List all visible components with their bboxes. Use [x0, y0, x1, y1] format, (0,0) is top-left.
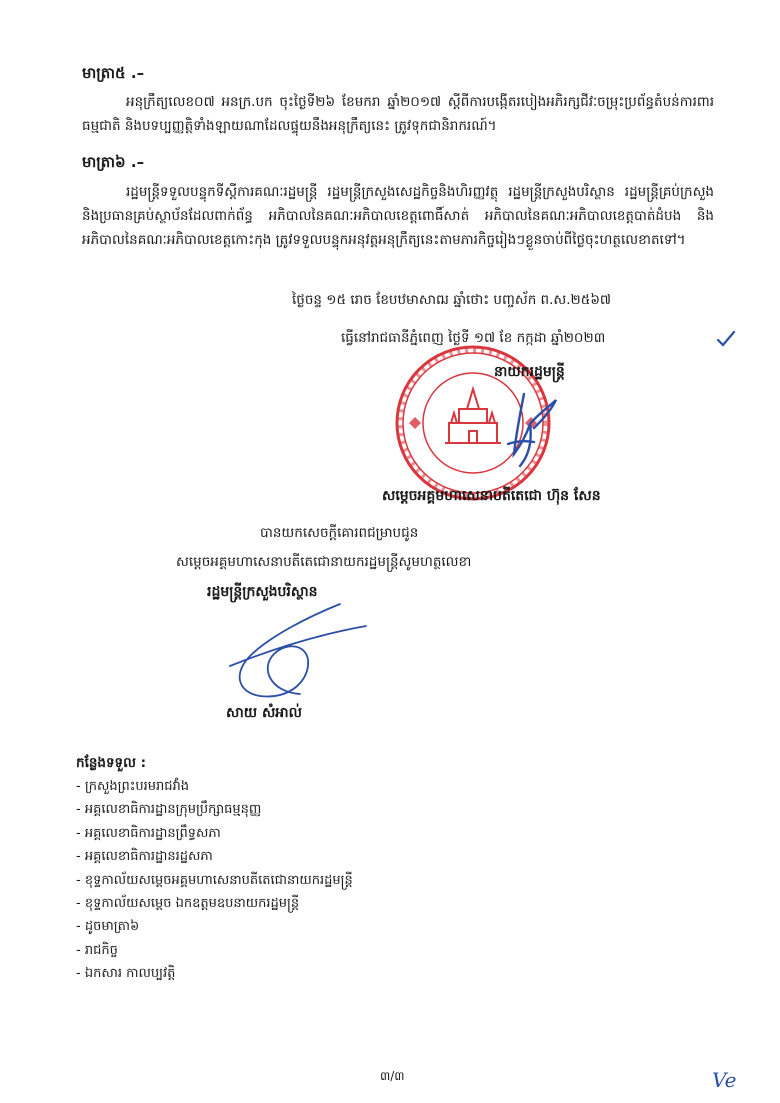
- list-item: - ឯកសារ កាលប្បវត្តិ: [76, 966, 176, 982]
- list-item: - ខុទ្ទកាល័យសម្តេច ឯកឧត្តមឧបនាយករដ្ឋមន្ត្រី: [76, 895, 300, 911]
- list-item: - ក្រសួងព្រះបរមរាជវាំង: [76, 779, 190, 794]
- distribution-list: [76, 778, 353, 989]
- date-place: ធ្វើនៅរាជធានីភ្នំពេញ ថ្ងៃទី ១៧ ខែ កក្កដា ឆ្នាំ២០២៣: [341, 330, 606, 346]
- minister-title: រដ្ឋមន្ត្រីក្រសួងបរិស្ថាន: [207, 584, 318, 600]
- article5-body: អនុក្រឹត្យលេខ០៧ អនក្រ.បក ចុះថ្ងៃទី២៦ ខែមករា ឆ្នាំ២០១៧ ស្តីពីការបង្កើតរបៀងអភិរក្សជីវៈចម្រុះប្រព័ន្ធតំបន់ការពារធម្មជាតិ និងបទប្បញ្ញត្តិទាំងឡាយណាដែលផ្ទុយនឹងអនុក្រឹត្យនេះ ត្រូវទុកជានិរាករណ៍។: [82, 94, 714, 134]
- article6-body: រដ្ឋមន្ត្រីទទួលបន្ទុកទីស្តីការគណៈរដ្ឋមន្ត្រី រដ្ឋមន្ត្រីក្រសួងសេដ្ឋកិច្ចនិងហិរញ្ញវត្ថុ រដ្ឋមន្ត្រីក្រសួងបរិស្ថាន រដ្ឋមន្ត្រីគ្រប់ក្រសួងនិងប្រធានគ្រប់ស្ថាប័នដែលពាក់ព័ន្ធ អភិបាលនៃគណៈអភិបាលខេត្តពោធិ៍សាត់ អភិបាលនៃគណៈអភិបាលខេត្តបាត់ដំបង និងអភិបាលនៃគណៈអភិបាលខេត្តកោះកុង ត្រូវទទួលបន្ទុកអនុវត្តអនុក្រឹត្យនេះតាមភារកិច្ចរៀងៗខ្លួនចាប់ពីថ្ងៃចុះហត្ថលេខាតទៅ។: [82, 184, 714, 248]
- list-item: - អគ្គលេខាធិការដ្ឋានក្រុមប្រឹក្សាធម្មនុញ្ញ: [76, 802, 262, 818]
- minister-name: សាយ សំអាល់: [226, 705, 302, 721]
- list-item: - អគ្គលេខាធិការដ្ឋានព្រឹទ្ធសភា: [76, 825, 221, 841]
- pm-signature-icon: [490, 384, 570, 474]
- date-lunar: ថ្ងៃចន្ទ ១៥ រោច ខែបឋមាសាឍ ឆ្នាំថោះ បញ្ចស័ក ព.ស.២៥៦៧: [292, 292, 611, 308]
- page-number: ៣/៣: [380, 1069, 405, 1083]
- pm-name: សម្តេចអគ្គមហាសេនាបតីតេជោ ហ៊ុន សែន: [382, 488, 601, 504]
- minister-signature-icon: [190, 596, 380, 716]
- article6-heading: មាត្រា៦ .–: [82, 153, 145, 171]
- list-item: - ខុទ្ទកាល័យសម្តេចអគ្គមហាសេនាបតីតេជោនាយករដ្ឋមន្ត្រី: [76, 872, 353, 888]
- list-item: - ដូចមាត្រា៦: [76, 919, 140, 935]
- list-item: - អគ្គលេខាធិការដ្ឋានរដ្ឋសភា: [76, 849, 213, 865]
- list-item: - រាជកិច្ច: [76, 942, 118, 958]
- respect-line-1: បានយកសេចក្តីគោរពជម្រាបជូន: [260, 525, 419, 541]
- distribution-heading: កន្លែងទទួល :: [76, 755, 147, 771]
- pm-title: នាយករដ្ឋមន្ត្រី: [494, 364, 565, 380]
- initials: Ve: [712, 1068, 737, 1092]
- respect-line-2: សម្តេចអគ្គមហាសេនាបតីតេជោនាយករដ្ឋមន្ត្រីសូមហត្ថលេខា: [176, 554, 472, 570]
- article5-heading: មាត្រា៥ .–: [82, 64, 145, 82]
- checkmark-icon: [716, 330, 736, 348]
